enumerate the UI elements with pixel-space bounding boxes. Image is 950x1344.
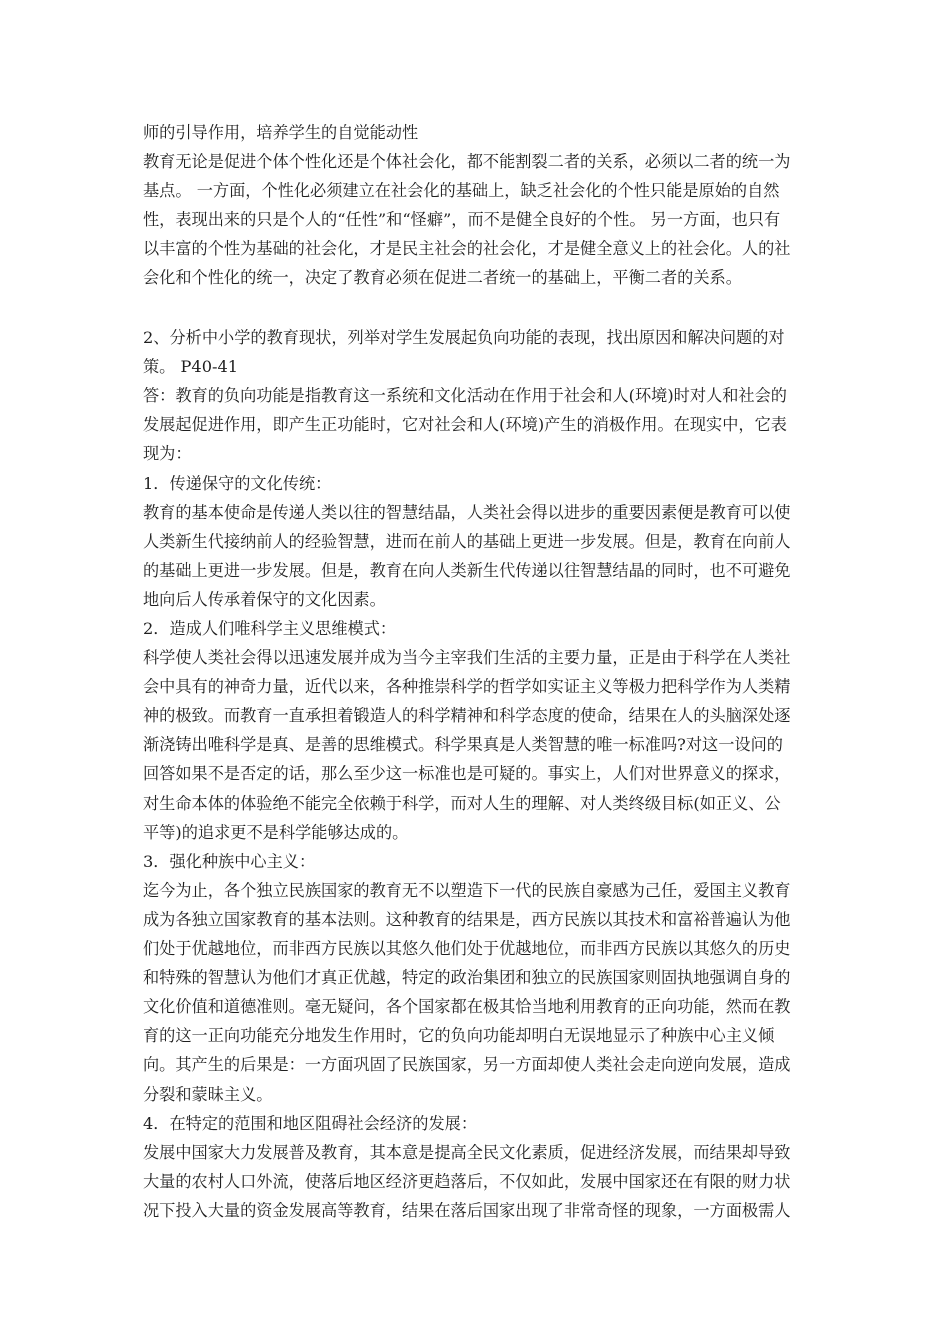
text-line: 以丰富的个性为基础的社会化，才是民主社会的社会化，才是健全意义上的社会化。人的社 (143, 239, 791, 259)
text-line: 发展起促进作用，即产生正功能时，它对社会和人(环境)产生的消极作用。在现实中，它表 (143, 415, 787, 435)
text-line: 教育无论是促进个体个性化还是个体社会化，都不能割裂二者的关系，必须以二者的统一为 (143, 152, 791, 172)
text-line: 大量的农村人口外流，使落后地区经济更趋落后，不仅如此，发展中国家还在有限的财力状 (143, 1171, 791, 1191)
text-line: 答：教育的负向功能是指教育这一系统和文化活动在作用于社会和人(环境)时对人和社会的 (143, 386, 787, 406)
text-line: 2、分析中小学的教育现状，列举对学生发展起负向功能的表现，找出原因和解决问题的对 (143, 328, 785, 348)
text-line: 科学使人类社会得以迅速发展并成为当今主宰我们生活的主要力量，正是由于科学在人类社 (143, 648, 791, 668)
text-line: 育的这一正向功能充分地发生作用时，它的负向功能却明白无误地显示了种族中心主义倾 (143, 1026, 775, 1046)
text-line: 的基础上更进一步发展。但是，教育在向人类新生代传递以往智慧结晶的同时，也不可避免 (143, 560, 791, 580)
text-line: 回答如果不是否定的话，那么至少这一标准也是可疑的。事实上，人们对世界意义的探求， (143, 764, 791, 784)
text-line: 渐浇铸出唯科学是真、是善的思维模式。科学果真是人类智慧的唯一标准吗?对这一设问的 (143, 735, 783, 755)
document-body (143, 118, 808, 1225)
text-line: 基点。 一方面，个性化必须建立在社会化的基础上，缺乏社会化的个性只能是原始的自然 (143, 181, 780, 201)
text-line: 教育的基本使命是传递人类以往的智慧结晶，人类社会得以进步的重要因素便是教育可以使 (143, 502, 791, 522)
text-line: 1．传递保守的文化传统： (143, 473, 332, 493)
text-line: 向。其产生的后果是：一方面巩固了民族国家，另一方面却使人类社会走向逆向发展，造成 (143, 1055, 791, 1075)
text-line: 们处于优越地位，而非西方民族以其悠久他们处于优越地位，而非西方民族以其悠久的历史 (143, 939, 791, 959)
text-line: 对生命本体的体验绝不能完全依赖于科学，而对人生的理解、对人类终级目标(如正义、公 (143, 793, 781, 813)
text-line: 文化价值和道德准则。毫无疑问，各个国家都在极其恰当地利用教育的正向功能，然而在教 (143, 997, 791, 1017)
text-line: 和特殊的智慧认为他们才真正优越，特定的政治集团和独立的民族国家则固执地强调自身的 (143, 968, 791, 988)
blank-line (143, 293, 808, 324)
text-line: 3．强化种族中心主义： (143, 851, 316, 871)
text-line: 神的极致。而教育一直承担着锻造人的科学精神和科学态度的使命，结果在人的头脑深处逐 (143, 706, 791, 726)
text-line: 成为各独立国家教育的基本法则。这种教育的结果是，西方民族以其技术和富裕普遍认为他 (143, 909, 791, 929)
text-line: 性，表现出来的只是个人的“任性”和“怪癖”，而不是健全良好的个性。 另一方面，也只有 (143, 210, 781, 230)
text-line: 4．在特定的范围和地区阻碍社会经济的发展： (143, 1113, 478, 1133)
text-line: 发展中国家大力发展普及教育，其本意是提高全民文化素质，促进经济发展，而结果却导致 (143, 1142, 791, 1162)
text-line: 人类新生代接纳前人的经验智慧，进而在前人的基础上更进一步发展。但是，教育在向前人 (143, 531, 791, 551)
text-line: 况下投入大量的资金发展高等教育，结果在落后国家出现了非常奇怪的现象，一方面极需人 (143, 1200, 791, 1220)
text-line: 地向后人传承着保守的文化因素。 (143, 589, 386, 609)
text-line: 策。 P40-41 (143, 357, 239, 377)
text-line: 2．造成人们唯科学主义思维模式： (143, 619, 397, 638)
text-line: 会中具有的神奇力量，近代以来，各种推崇科学的哲学如实证主义等极力把科学作为人类精 (143, 677, 791, 697)
text-line: 迄今为止，各个独立民族国家的教育无不以塑造下一代的民族自豪感为己任，爱国主义教育 (143, 880, 791, 900)
text-line: 分裂和蒙昧主义。 (143, 1084, 273, 1104)
text-line: 现为： (143, 444, 192, 464)
text-line: 会化和个性化的统一，决定了教育必须在促进二者统一的基础上，平衡二者的关系。 (143, 268, 742, 288)
text-line: 平等)的追求更不是科学能够达成的。 (143, 822, 409, 842)
text-line: 师的引导作用，培养学生的自觉能动性 (143, 123, 419, 142)
